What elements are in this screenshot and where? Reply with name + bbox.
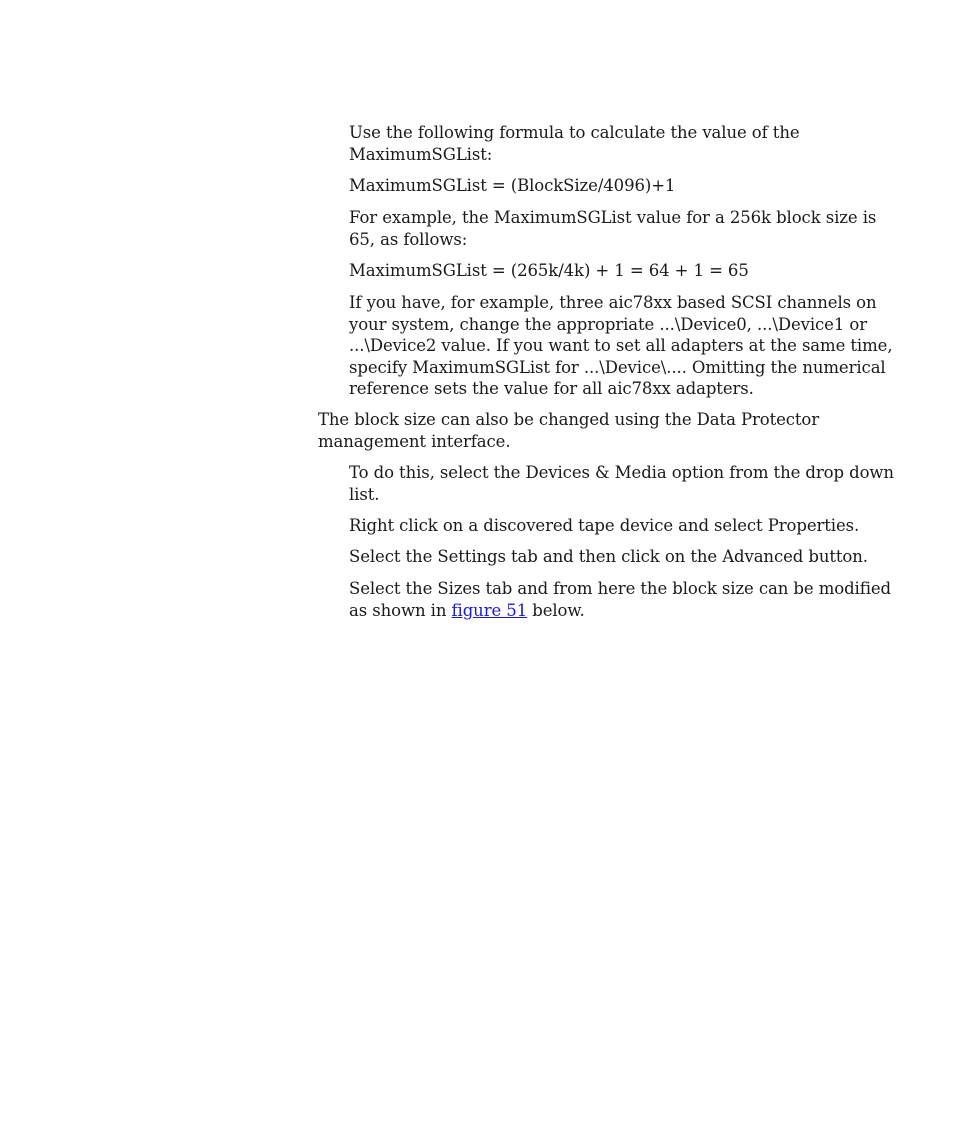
- block-size-management-paragraph: The block size can also be changed using the Data Protector management interface.: [318, 410, 820, 451]
- sizes-tab-text-end: below.: [527, 600, 585, 620]
- step-settings-tab-paragraph: Select the Settings tab and then click on the Advanced button.: [349, 547, 868, 566]
- sizes-tab-text: Select the Sizes tab and from here the block size can be modified as shown in: [349, 579, 892, 620]
- step-right-click-paragraph: Right click on a discovered tape device and select Properties.: [349, 516, 860, 535]
- scsi-channels-paragraph: If you have, for example, three aic78xx based SCSI channels on your system, change the appropriate ...\Device0, ...\Device1 or ...\Device2 value. If you want to set all adapters at the same time, specify MaximumSGList for ...\Device\.... Omitting the numerical reference sets the value for all aic78xx adapters.: [349, 293, 893, 398]
- step-sizes-tab-paragraph: [349, 578, 897, 621]
- formula-intro-paragraph: Use the following formula to calculate the value of the MaximumSGList:: [349, 123, 800, 164]
- step-devices-media-paragraph: To do this, select the Devices & Media option from the drop down list.: [349, 463, 894, 504]
- example-intro-paragraph: For example, the MaximumSGList value for a 256k block size is 65, as follows:: [349, 208, 877, 249]
- example-formula-paragraph: MaximumSGList = (265k/4k) + 1 = 64 + 1 = 65: [349, 261, 749, 280]
- figure-51-link[interactable]: figure 51: [451, 600, 528, 620]
- formula-paragraph: MaximumSGList = (BlockSize/4096)+1: [349, 176, 676, 195]
